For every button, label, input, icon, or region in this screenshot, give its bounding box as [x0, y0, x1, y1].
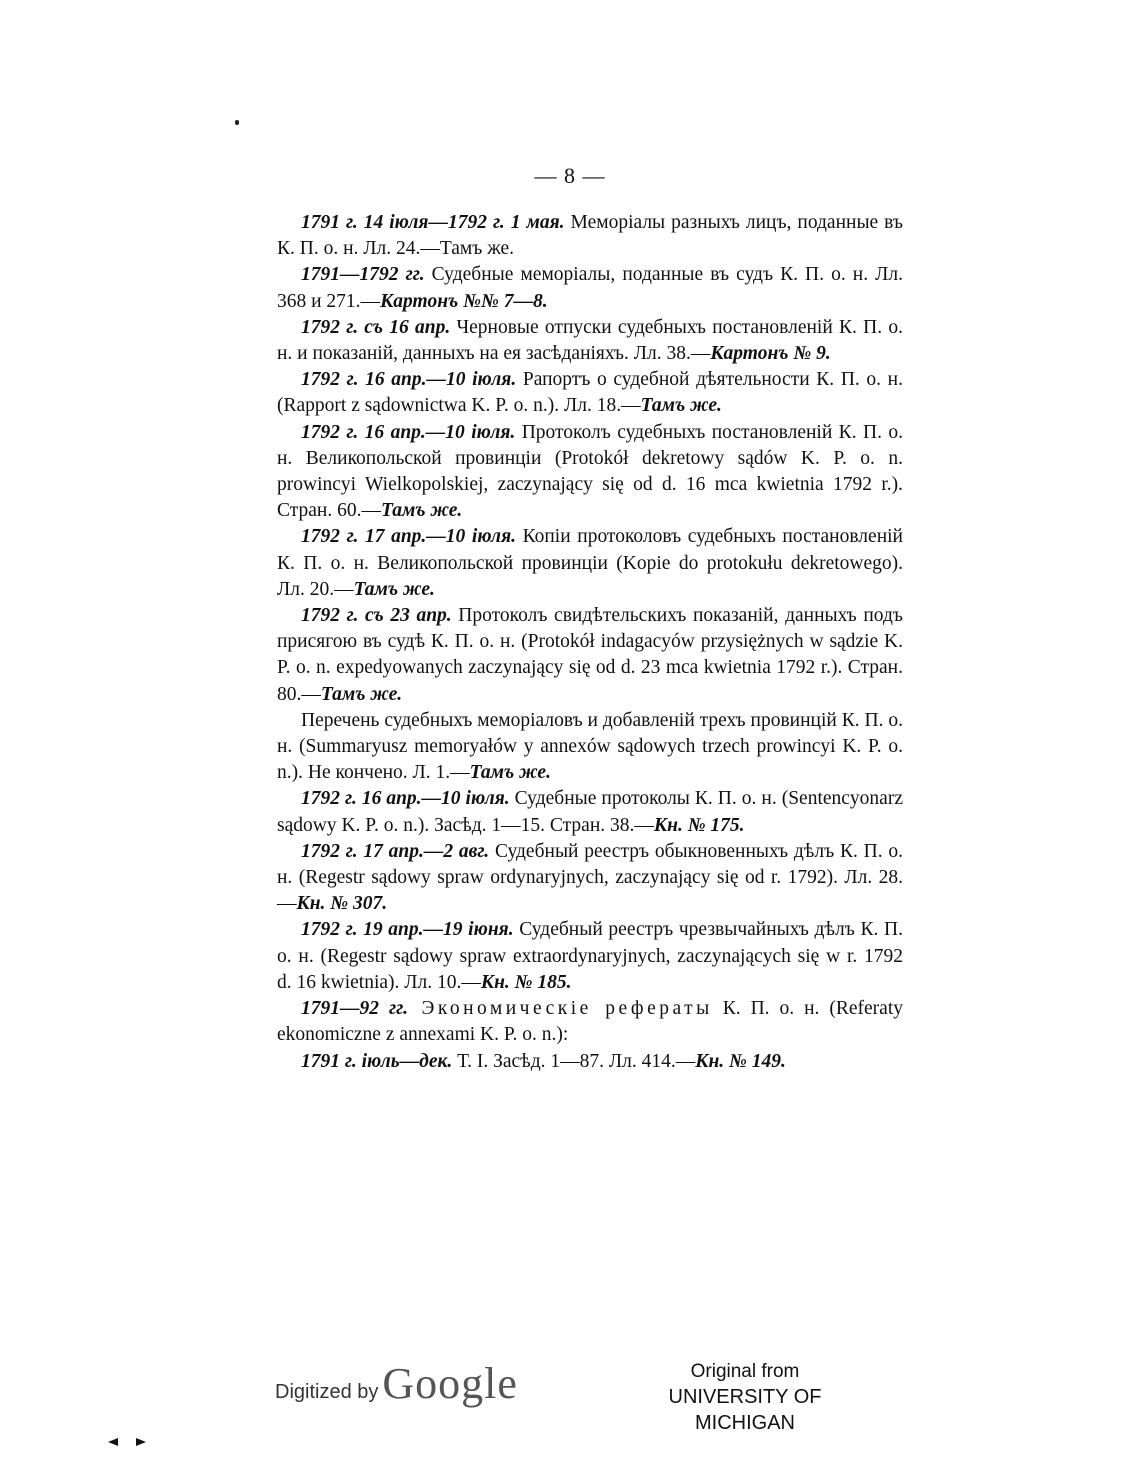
- arrow-right-icon[interactable]: [136, 1438, 146, 1446]
- entry-text: Судебные меморіалы, поданные въ судъ К. П. о. н. Лл. 368 и 271.—: [277, 264, 903, 312]
- page-number: — 8 —: [534, 163, 606, 188]
- entry-text: Протоколъ свидѣтельскихъ показаній, данныхъ подъ присягою въ судѣ К. П. о. н. (Protokół indagacyów przysiężnych w sądzie K. P. o. n. expedyowanych zaczynający się od d. 23 mca kwietnia 1792 r.). Стран. 80.—: [277, 605, 903, 705]
- entry-ref: Тамъ же.: [469, 762, 551, 784]
- entry-ref: Тамъ же.: [380, 500, 463, 522]
- arrow-left-icon[interactable]: [108, 1438, 118, 1446]
- entry-text: Т. I. Засѣд. 1—87. Лл. 414.—: [452, 1050, 696, 1072]
- entry-3: [277, 367, 903, 419]
- entry-text: Копіи протоколовъ судебныхъ постановленій К. П. о. н. Великопольской провинціи (Kopie do protokułu dekretowego). Лл. 20.—: [277, 526, 903, 600]
- page-body: [277, 210, 903, 1075]
- entry-date: 1792 г. 17 апр.—2 авг.: [301, 840, 490, 862]
- entry-spaced-title: Экономическіе рефераты: [408, 998, 713, 1020]
- entry-date: 1792 г. 16 апр.—10 іюля.: [301, 421, 516, 443]
- entry-last: [277, 1049, 903, 1075]
- entry-date: 1791—1792 гг.: [301, 264, 425, 286]
- entry-ref: Кн. № 307.: [296, 893, 388, 915]
- entry-5: [277, 524, 903, 603]
- entry-date: 1792 г. съ 23 апр.: [301, 605, 452, 627]
- entry-date: 1792 г. 19 апр.—19 іюня.: [301, 919, 514, 941]
- entry-ref: Кн. № 175.: [653, 814, 745, 836]
- original-from-label: Original from: [690, 1361, 800, 1382]
- entry-10: [277, 917, 903, 996]
- entry-2: [277, 315, 903, 367]
- entry-econ: [277, 996, 903, 1048]
- entry-4: [277, 420, 903, 525]
- ink-speck: [235, 120, 239, 125]
- entry-ref: Тамъ же.: [320, 683, 403, 705]
- entry-date: 1792 г. 16 апр.—10 іюля.: [301, 369, 517, 391]
- entry-date: 1791 г. іюль—дек.: [301, 1050, 453, 1072]
- entry-ref: Кн. № 149.: [695, 1050, 786, 1072]
- page-navigation: [108, 1438, 146, 1446]
- entry-text: Судебные протоколы К. П. о. н. (Sentencyonarz sądowy K. P. o. n.). Засѣд. 1—15. Стран. 38.—: [277, 788, 903, 836]
- entry-text: Черновые отпуски судебныхъ постановленій К. П. о. н. и показаній, данныхъ на ея засѣданіяхъ. Лл. 38.—: [277, 316, 903, 365]
- entry-1: [277, 262, 903, 314]
- entry-date: 1791 г. 14 іюля—1792 г. 1 мая.: [301, 212, 565, 233]
- entry-text: К. П. о. н. (Referaty ekonomiczne z annexami K. P. o. n.):: [277, 998, 903, 1046]
- entry-7: [277, 708, 903, 787]
- entry-ref: Кн. № 185.: [480, 971, 572, 993]
- entry-date: 1792 г. съ 16 апр.: [301, 316, 451, 338]
- google-logo: Google: [382, 1359, 518, 1408]
- entry-0: [277, 210, 903, 262]
- entry-text: Судебный реестръ чрезвычайныхъ дѣлъ К. П. о. н. (Regestr sądowy spraw extraordynaryjnych, zaczynających się w r. 1792 d. 16 kwietnia). Лл. 10.—: [277, 919, 903, 993]
- original-from-block: [620, 1360, 870, 1436]
- entry-date: 1791—92 гг.: [301, 998, 408, 1020]
- digitized-by-google: [275, 1358, 518, 1418]
- entry-8: [277, 786, 903, 838]
- entry-text: Рапортъ о судебной дѣятельности К. П. о. н. (Rapport z sądownictwa K. P. o. n.). Лл. 18.—: [277, 369, 903, 417]
- entry-text: Меморіалы разныхъ лицъ, поданные въ К. П. о. н. Лл. 24.—Тамъ же.: [277, 212, 903, 260]
- entry-ref: Тамъ же.: [640, 395, 722, 417]
- entry-ref: Картонъ №№ 7—8.: [380, 290, 548, 312]
- entry-text: Судебный реестръ обыкновенныхъ дѣлъ К. П. о. н. (Regestr sądowy spraw ordynaryjnych, zaczynający się od r. 1792). Лл. 28.—: [277, 840, 903, 915]
- entry-ref: Тамъ же.: [353, 578, 435, 600]
- university-label: UNIVERSITY OF MICHIGAN: [668, 1386, 822, 1434]
- digitized-label: Digitized by: [275, 1381, 379, 1403]
- entry-ref: Картонъ № 9.: [710, 343, 831, 365]
- entry-9: [277, 839, 903, 918]
- entry-text: Перечень судебныхъ меморіаловъ и добавленій трехъ провинцій К. П. о. н. (Summaryusz memoryałów y annexów sądowych trzech prowincyi K. P. o. n.). Не кончено. Л. 1.—: [277, 709, 903, 784]
- entry-6: [277, 603, 903, 708]
- entry-text: Протоколъ судебныхъ постановленій К. П. о. н. Великопольской провинціи (Protokół dekretowy sądów K. P. o. n. prowincyi Wielkopolskiej, zaczynający się od d. 16 mca kwietnia 1792 r.). Стран. 60.—: [277, 421, 903, 522]
- entry-date: 1792 г. 16 апр.—10 іюля.: [301, 788, 510, 810]
- entry-date: 1792 г. 17 апр.—10 іюля.: [301, 526, 516, 548]
